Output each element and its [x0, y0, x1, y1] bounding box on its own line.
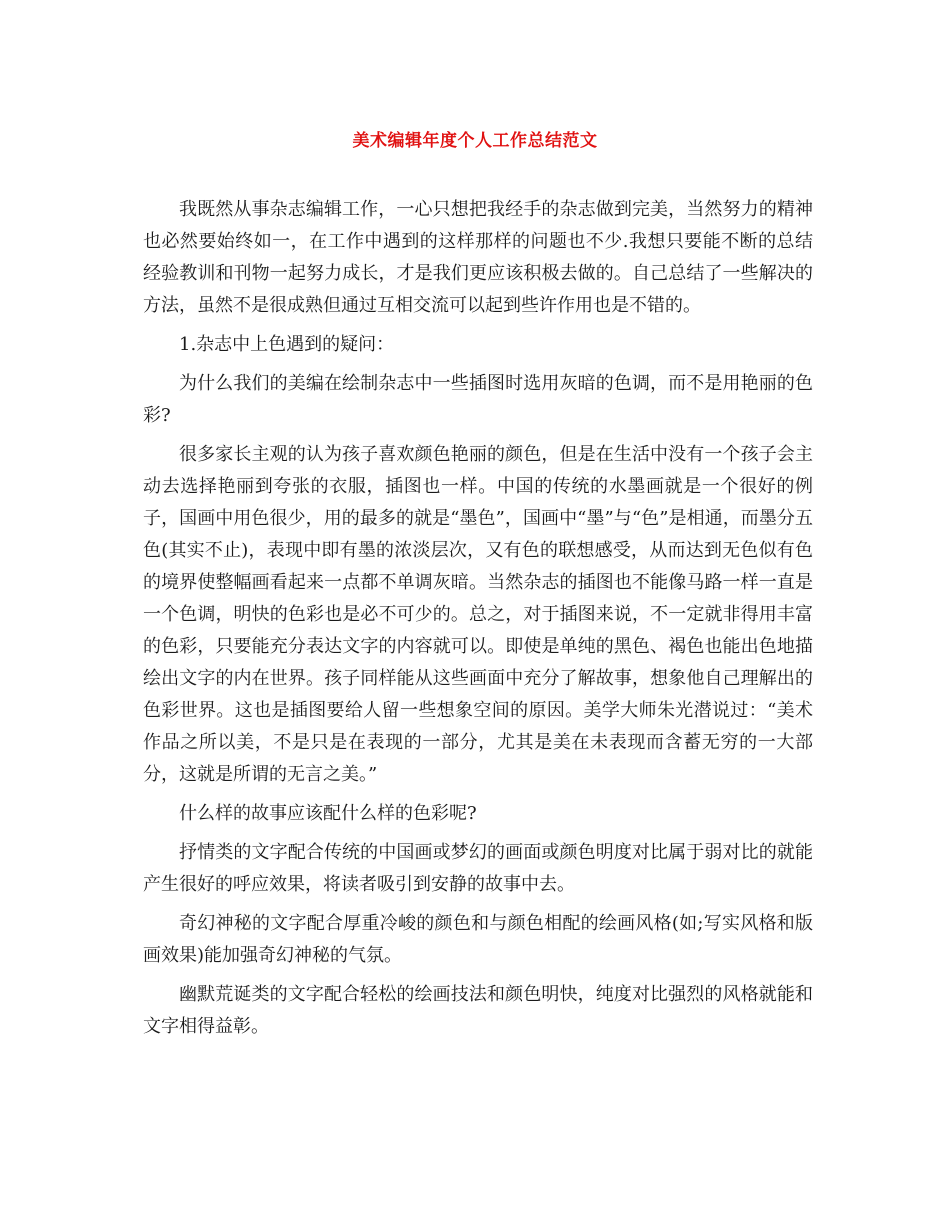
- paragraph-intro: 我既然从事杂志编辑工作，一心只想把我经手的杂志做到完美，当然努力的精神也必然要始终如一，在工作中遇到的这样那样的问题也不少.我想只要能不断的总结经验教训和刊物一起努力成长，才是我们更应该积极去做的。自己总结了一些解决的方法，虽然不是很成熟但通过互相交流可以起到些许作用也是不错的。: [143, 199, 813, 316]
- paragraph-lyrical: 抒情类的文字配合传统的中国画或梦幻的画面或颜色明度对比属于弱对比的就能产生很好的呼应效果，将读者吸引到安静的故事中去。: [143, 842, 813, 895]
- document-title: 美术编辑年度个人工作总结范文: [352, 131, 598, 151]
- paragraph-question-2: 什么样的故事应该配什么样的色彩呢?: [179, 803, 477, 824]
- document-body: [143, 194, 813, 1050]
- paragraph-question: 为什么我们的美编在绘制杂志中一些插图时选用灰暗的色调，而不是用艳丽的色彩?: [143, 373, 813, 426]
- paragraph-humor: 幽默荒诞类的文字配合轻松的绘画技法和颜色明快，纯度对比强烈的风格就能和文字相得益彰。: [143, 984, 813, 1037]
- paragraph-answer: 很多家长主观的认为孩子喜欢颜色艳丽的颜色，但是在生活中没有一个孩子会主动去选择艳丽到夸张的衣服，插图也一样。中国的传统的水墨画就是一个很好的例子，国画中用色很少，用的最多的就是“墨色”，国画中“墨”与“色”是相通，而墨分五色(其实不止)，表现中即有墨的浓淡层次，又有色的联想感受，从而达到无色似有色的境界使整幅画看起来一点都不单调灰暗。当然杂志的插图也不能像马路一样一直是一个色调，明快的色彩也是必不可少的。总之，对于插图来说，不一定就非得用丰富的色彩，只要能充分表达文字的内容就可以。即使是单纯的黑色、褐色也能出色地描绘出文字的内在世界。孩子同样能从这些画面中充分了解故事，想象他自己理解出的色彩世界。这也是插图要给人留一些想象空间的原因。美学大师朱光潜说过：“美术作品之所以美，不是只是在表现的一部分，尤其是美在未表现而含蓄无穷的一大部分，这就是所谓的无言之美。”: [143, 444, 813, 785]
- paragraph-section-heading: 1.杂志中上色遇到的疑问：: [179, 334, 395, 355]
- paragraph-fantasy: 奇幻神秘的文字配合厚重冷峻的颜色和与颜色相配的绘画风格(如;写实风格和版画效果)能加强奇幻神秘的气氛。: [143, 913, 813, 966]
